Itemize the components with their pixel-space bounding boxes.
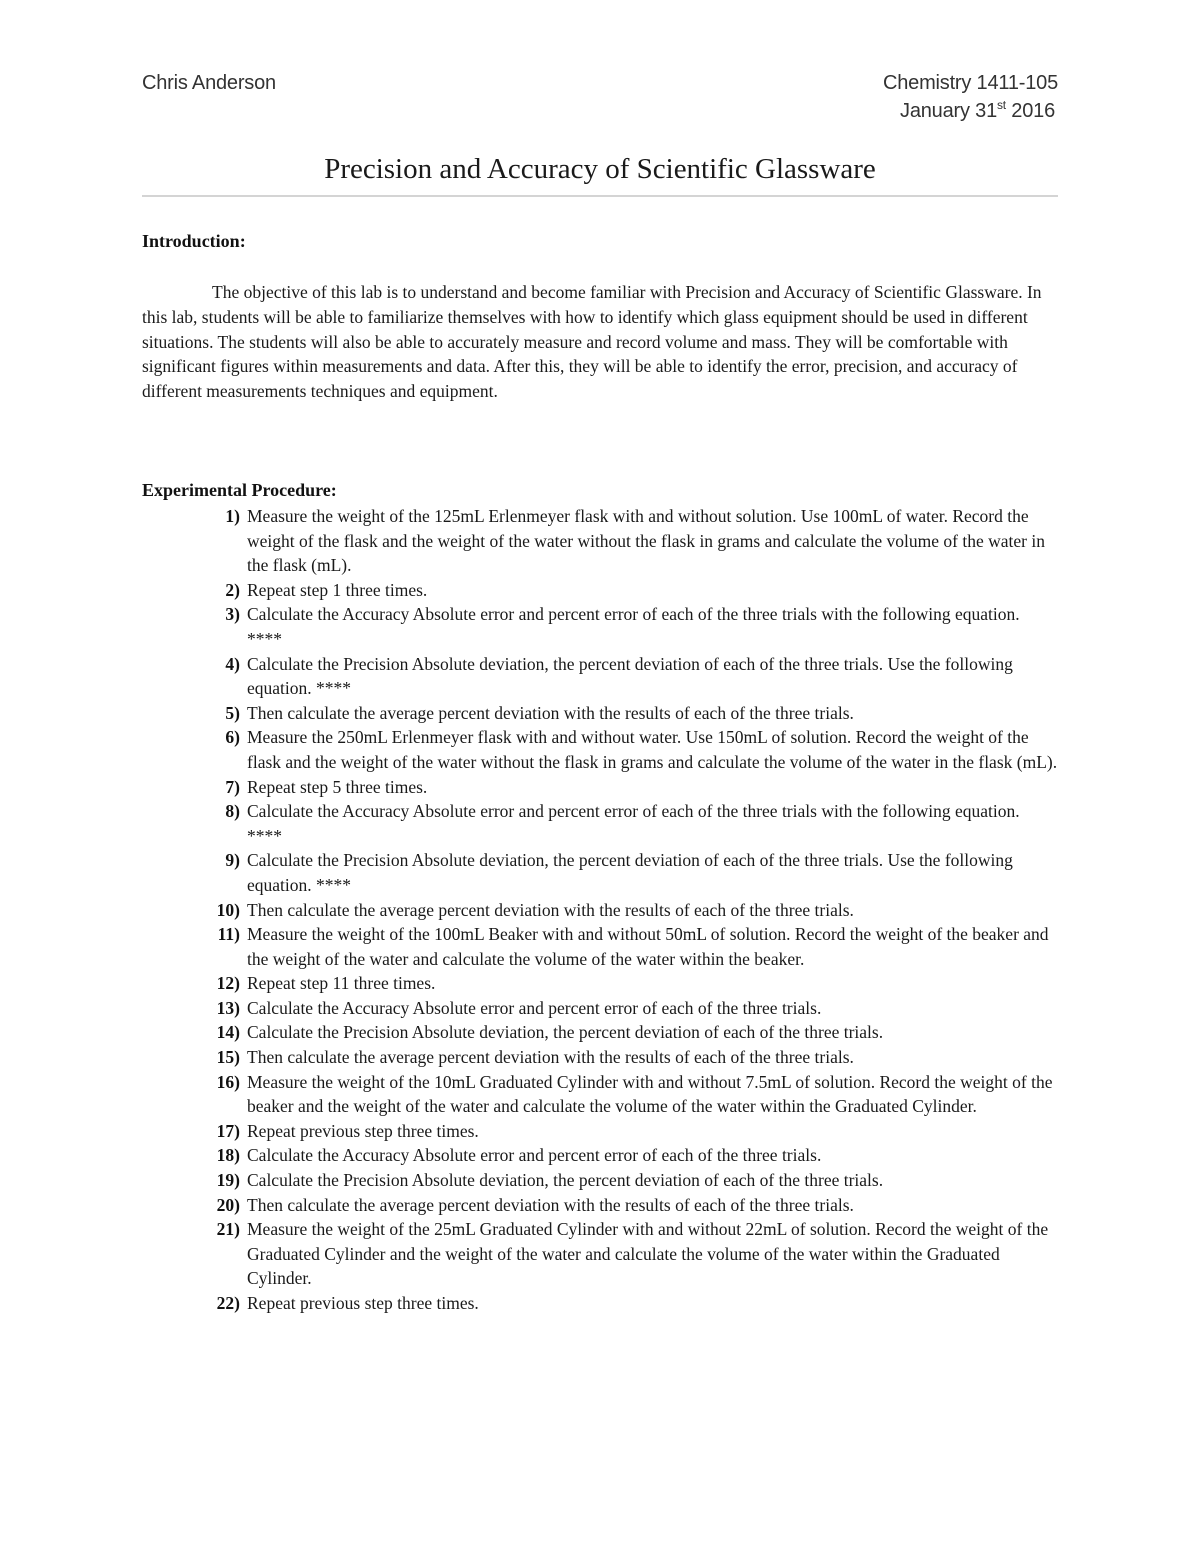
title-divider <box>142 195 1058 197</box>
document-date <box>900 100 1055 123</box>
step-number: 1) <box>225 506 240 526</box>
step-text: Calculate the Accuracy Absolute error and percent error of each of the three trials. <box>247 1145 822 1166</box>
step-number: 14) <box>216 1022 240 1043</box>
procedure-step <box>142 1168 1058 1193</box>
step-text: Measure the 250mL Erlenmeyer flask with and without water. Use 150mL of solution. Record the weight of the flask and the weight of the water without the flask in grams and calculate the volume of the water in the flask (mL). <box>247 727 1058 772</box>
procedure-step <box>142 1217 1058 1291</box>
procedure-step <box>142 971 1058 996</box>
step-text: Then calculate the average percent deviation with the results of each of the three trials. <box>247 1194 854 1215</box>
author-name: Chris Anderson <box>142 72 276 94</box>
procedure-step <box>142 602 1058 651</box>
procedure-step <box>142 898 1058 923</box>
step-number: 10) <box>216 899 240 920</box>
procedure-step <box>142 1070 1058 1119</box>
procedure-step <box>142 1045 1058 1070</box>
date-suffix: st <box>997 98 1006 112</box>
step-text: Measure the weight of the 10mL Graduated Cylinder with and without 7.5mL of solution. Record the weight of the beaker and the weight of the water and calculate the volume of the water within the Graduated Cylinder. <box>247 1071 1053 1117</box>
page-title: Precision and Accuracy of Scientific Glassware <box>324 153 876 185</box>
procedure-step <box>142 578 1058 603</box>
step-text: Repeat previous step three times. <box>247 1293 479 1313</box>
procedure-step <box>142 996 1058 1021</box>
step-text: Repeat step 5 three times. <box>247 776 428 797</box>
step-number: 15) <box>216 1047 240 1068</box>
step-text: Measure the weight of the 125mL Erlenmeyer flask with and without solution. Use 100mL of water. Record the weight of the flask and the weight of the water without the flask in grams and calculate the volume of the water in the flask (mL). <box>247 506 1045 576</box>
step-number: 17) <box>216 1120 240 1141</box>
step-text: Then calculate the average percent deviation with the results of each of the three trials. <box>247 899 854 920</box>
step-text: Calculate the Accuracy Absolute error and percent error of each of the three trials. <box>247 997 822 1018</box>
step-text: Calculate the Accuracy Absolute error and percent error of each of the three trials with the following equation. **** <box>247 604 1020 649</box>
introduction-heading: Introduction: <box>142 231 246 251</box>
procedure-step <box>142 1119 1058 1144</box>
step-number: 13) <box>216 997 240 1018</box>
step-text: Calculate the Precision Absolute deviation, the percent deviation of each of the three trials. Use the following equation. **** <box>247 850 1013 895</box>
procedure-step <box>142 799 1058 848</box>
step-text: Repeat previous step three times. <box>247 1120 479 1141</box>
step-text: Calculate the Accuracy Absolute error and percent error of each of the three trials with the following equation. **** <box>247 801 1020 846</box>
step-number: 2) <box>225 579 240 600</box>
date-main: January 31 <box>900 100 997 122</box>
procedure-step <box>142 848 1058 897</box>
step-number: 20) <box>216 1194 240 1215</box>
step-number: 6) <box>225 727 240 748</box>
step-text: Calculate the Precision Absolute deviation, the percent deviation of each of the three trials. <box>247 1170 884 1191</box>
procedure-steps-list <box>142 504 1058 1316</box>
step-text: Calculate the Precision Absolute deviation, the percent deviation of each of the three trials. Use the following equation. **** <box>247 653 1013 699</box>
date-year: 2016 <box>1005 100 1055 122</box>
introduction-paragraph: The objective of this lab is to understand and become familiar with Precision and Accuracy of Scientific Glassware. In this lab, students will be able to familiarize themselves with how to identify which glass equipment should be used in different situations. The students will also be able to accurately measure and record volume and mass. They will be comfortable with significant figures within measurements and data. After this, they will be able to identify the error, precision, and accuracy of different measurements techniques and equipment. <box>142 282 1042 402</box>
step-number: 4) <box>225 653 240 674</box>
step-text: Repeat step 1 three times. <box>247 579 428 600</box>
procedure-step <box>142 1020 1058 1045</box>
procedure-step <box>142 652 1058 701</box>
step-text: Measure the weight of the 25mL Graduated Cylinder with and without 22mL of solution. Record the weight of the Graduated Cylinder and the weight of the water and calculate the volume of the water within the Graduated Cylinder. <box>247 1219 1049 1289</box>
step-text: Measure the weight of the 100mL Beaker with and without 50mL of solution. Record the weight of the beaker and the weight of the water and calculate the volume of the water within the beaker. <box>247 924 1049 969</box>
step-number: 12) <box>216 973 240 994</box>
procedure-step <box>142 1143 1058 1168</box>
step-text: Calculate the Precision Absolute deviation, the percent deviation of each of the three trials. <box>247 1022 884 1043</box>
step-number: 9) <box>225 850 240 871</box>
course-code: Chemistry 1411-105 <box>882 72 1058 94</box>
procedure-step <box>142 725 1058 774</box>
procedure-step <box>142 504 1058 578</box>
step-text: Then calculate the average percent deviation with the results of each of the three trials. <box>247 1047 854 1068</box>
step-number: 8) <box>225 801 240 822</box>
step-number: 18) <box>216 1145 240 1166</box>
step-text: Then calculate the average percent deviation with the results of each of the three trials. <box>247 702 854 723</box>
step-text: Repeat step 11 three times. <box>247 973 436 994</box>
procedure-step <box>142 701 1058 726</box>
procedure-heading: Experimental Procedure: <box>142 480 337 500</box>
step-number: 11) <box>217 924 240 945</box>
step-number: 3) <box>225 604 240 625</box>
procedure-step <box>142 1193 1058 1218</box>
step-number: 19) <box>216 1170 240 1191</box>
step-number: 5) <box>225 702 240 723</box>
step-number: 16) <box>216 1071 240 1092</box>
procedure-step <box>142 1291 1058 1316</box>
procedure-step <box>142 922 1058 971</box>
procedure-step <box>142 775 1058 800</box>
step-number: 21) <box>216 1219 240 1240</box>
step-number: 7) <box>225 776 240 797</box>
step-number: 22) <box>216 1293 240 1313</box>
